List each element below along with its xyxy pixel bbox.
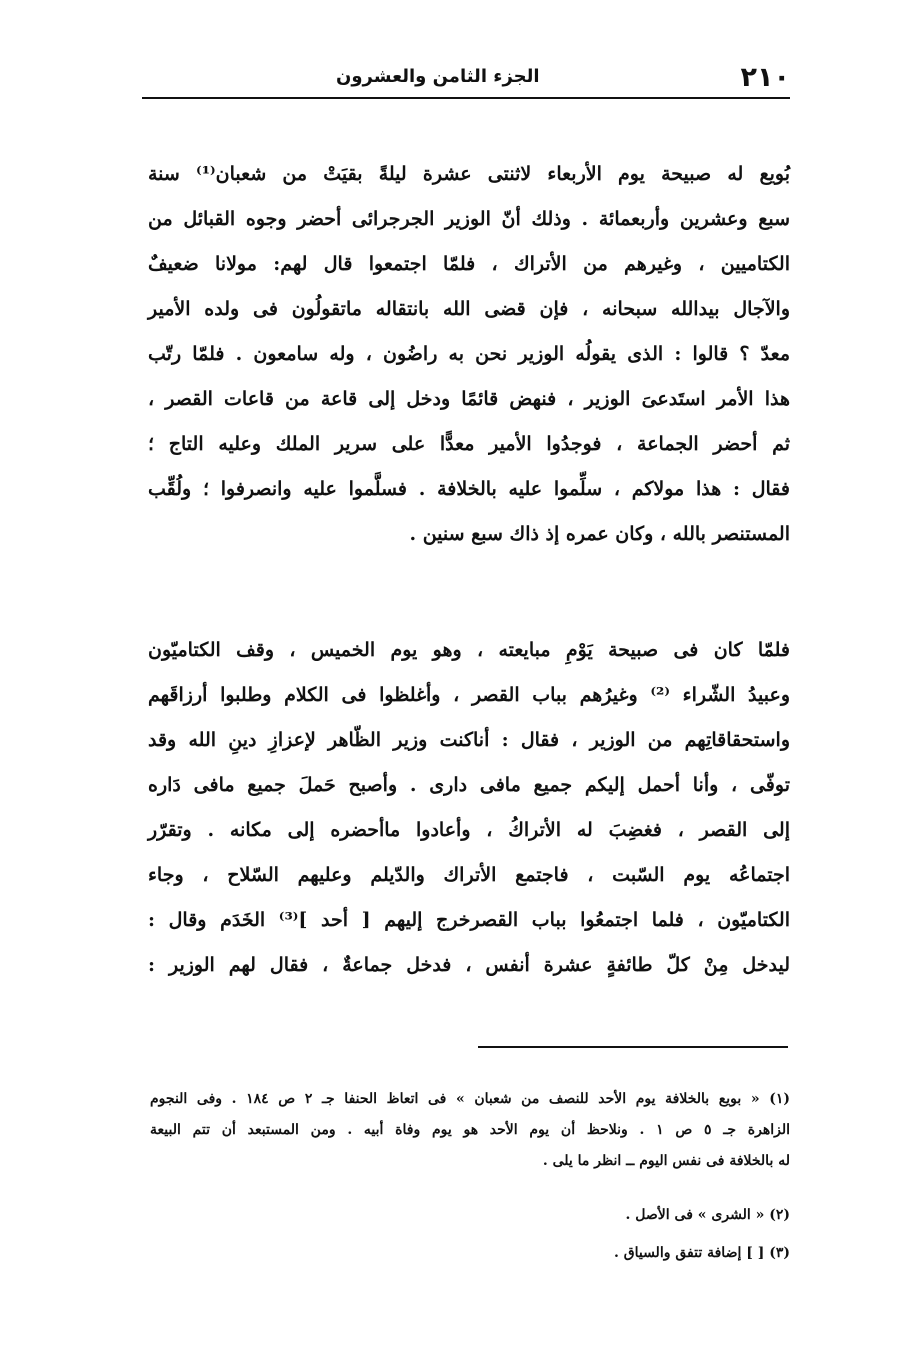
text-line: اجتماعُه يوم السّبت ، فاجتمع الأتراك والدّيلم وعليهم السّلاح ، وجاء [148, 864, 790, 886]
header-rule [142, 97, 790, 99]
footnote-1 [150, 1084, 790, 1177]
text-line: هذا الأمر استَدعىَ الوزير ، فنهض قائمًا ودخل إلى قاعة من قاعات القصر ، [148, 388, 790, 410]
text-line: واستحقاقاتِهم من الوزير ، فقال : أناكنت وزير الظّاهر لإعزازِ دينِ الله وقد [148, 729, 790, 751]
footnote-line: الزاهرة جـ ٥ ص ١ . ونلاحظ أن يوم الأحد هو يوم وفاة أبيه . ومن المستبعد أن تتم البيعة [150, 1122, 790, 1138]
text-line: فقال : هذا مولاكم ، سلِّموا عليه بالخلافة . فسلَّموا عليه وانصرفوا ؛ ولُقِّب [148, 478, 790, 500]
text-line: والآجال بيدالله سبحانه ، فإن قضى الله بانتقاله ماتقولُون فى ولده الأمير [148, 298, 790, 320]
footnote-line: (٣) [ ] إضافة تتفق والسياق . [613, 1245, 790, 1261]
text-line: ليدخل مِنْ كلّ طائفةٍ عشرة أنفس ، فدخل جماعةٌ ، فقال لهم الوزير : [148, 954, 790, 976]
text-line: المستنصر بالله ، وكان عمره إذ ذاك سبع سنين . [409, 523, 790, 545]
footnote-separator [478, 1046, 788, 1048]
text-line: وعبيدُ الشّراء ⁽²⁾ وغيرُهم بباب القصر ، وأغلظوا فى الكلام وطلبوا أرزاقَهم [148, 684, 790, 706]
footnote-3 [150, 1238, 790, 1269]
text-line: بُويع له صبيحة يوم الأربعاء لاثنتى عشرة ليلةً بقيَتْ من شعبان⁽¹⁾ سنة [148, 163, 790, 185]
text-line: سبع وعشرين وأربعمائة . وذلك أنّ الوزير الجرجرائى أحضر وجوه القبائل من [148, 208, 790, 230]
text-line: إلى القصر ، فغضِبَ له الأتراكُ ، وأعادوا ماأحضره إلى مكانه . وتقرّر [148, 819, 790, 841]
paragraph-2 [148, 628, 790, 988]
page-header [142, 62, 790, 96]
text-line: الكتاميّون ، فلما اجتمعُوا بباب القصرخرج إليهم [ أحد ]⁽³⁾ الخَدَم وقال : [148, 909, 790, 931]
paragraph-1 [148, 152, 790, 557]
footnote-line: (١) « بويع بالخلافة يوم الأحد للنصف من شعبان » فى اتعاظ الحنفا جـ ٢ ص ١٨٤ . وفى النجوم [150, 1091, 790, 1107]
footnote-line: (٢) « الشرى » فى الأصل . [625, 1207, 790, 1223]
footnote-2 [150, 1200, 790, 1231]
page-number: ٢١٠ [740, 62, 790, 93]
running-title: الجزء الثامن والعشرون [336, 66, 540, 87]
text-line: توفّى ، وأنا أحمل إليكم جميع مافى دارى . وأصبح حَملَ جميع مافى دَاره [148, 774, 790, 796]
text-line: فلمّا كان فى صبيحة يَوْمِ مبايعته ، وهو يوم الخميس ، وقف الكتاميّون [148, 639, 790, 661]
footnote-line: له بالخلافة فى نفس اليوم ــ انظر ما يلى . [542, 1153, 790, 1169]
text-line: الكتاميين ، وغيرهم من الأتراك ، فلمّا اجتمعوا قال لهم: مولانا ضعيفٌ [148, 253, 790, 275]
text-line: معدّ ؟ قالوا : الذى يقولُه الوزير نحن به راضُون ، وله سامعون . فلمّا رتّب [148, 343, 790, 365]
text-line: ثم أحضر الجماعة ، فوجدُوا الأمير معدًّا على سرير الملك وعليه التاج ؛ [148, 433, 790, 455]
